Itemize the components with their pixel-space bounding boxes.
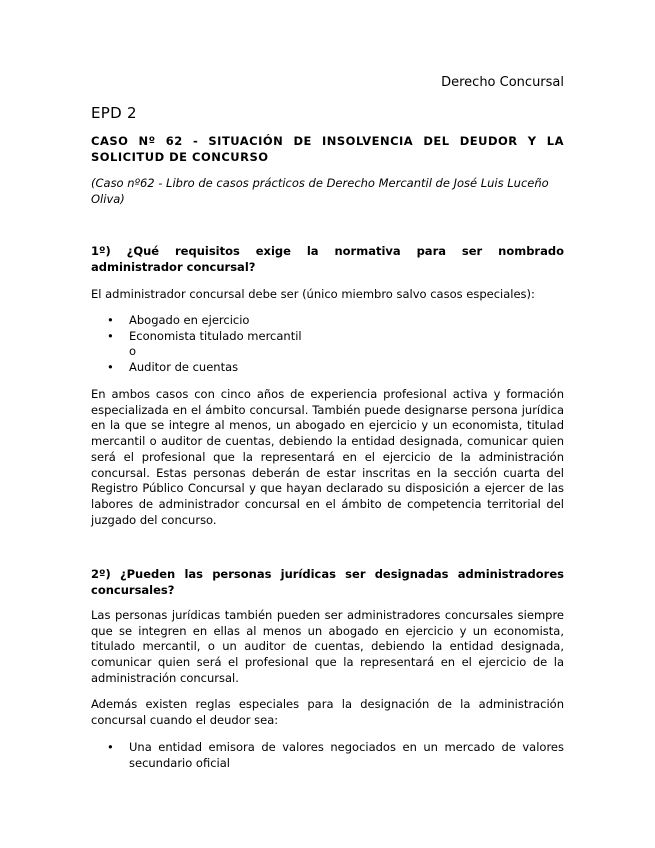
q2-answer-2: Además existen reglas especiales para la designación de la administración concursal cuando el deudor sea: [91,697,564,727]
q2-answer-1: Las personas jurídicas también pueden ser administradores concursales siempre que se integren en ellas al menos un abogado en ejercicio y un economista, titulado mercantil, o un auditor de cuentas, debiendo la entidad designada, comunicar quien será el profesional que la representará en el ejercicio de la administración concursal. [91,608,564,685]
bullet-icon: • [107,328,114,343]
list-item: • Abogado en ejercicio [107,313,250,327]
q1-answer: En ambos casos con cinco años de experiencia profesional activa y formación especializada en el ámbito concursal. También puede designarse persona jurídica en la que se integre al menos, un abogado en ejercicio y un economista, titulad mercantil o auditor de cuentas, debiendo la entidad designada, comunicar quien será el profesional que la representará en el ejercicio de la administración concursal. Estas personas deberán de estar inscritas en la sección cuarta del Registro Público Concursal y que hayan declarado su disposición a ejercer de las labores de administrador concursal en el ámbito de competencia territorial del juzgado del concurso. [91,387,564,527]
list-item: • Auditor de cuentas [107,360,239,375]
case-reference: (Caso nº62 - Libro de casos prácticos de Derecho Mercantil de José Luis Luceño Oliva) [91,176,549,206]
question-1: 1º) ¿Qué requisitos exige la normativa para ser nombrado administrador concursal? [91,244,564,274]
q1-intro: El administrador concursal debe ser (único miembro salvo casos especiales): [91,287,535,301]
bullet-icon: • [107,740,114,754]
bullet-icon: • [107,360,114,375]
list-item: • Economista titulado mercantil o [107,328,302,359]
case-title: CASO Nº 62 - SITUACIÓN DE INSOLVENCIA DEL DEUDOR Y LA SOLICITUD DE CONCURSO [91,134,564,164]
q1-requirements-list [91,313,309,376]
epd-title: EPD 2 [91,104,137,122]
q2-special-rules-list [91,740,564,771]
course-header: Derecho Concursal [441,75,564,90]
list-item: • Una entidad emisora de valores negociados en un mercado de valores secundario oficial [107,740,564,770]
bullet-icon: • [107,313,114,327]
question-2: 2º) ¿Pueden las personas jurídicas ser designadas administradores concursales? [91,567,564,597]
